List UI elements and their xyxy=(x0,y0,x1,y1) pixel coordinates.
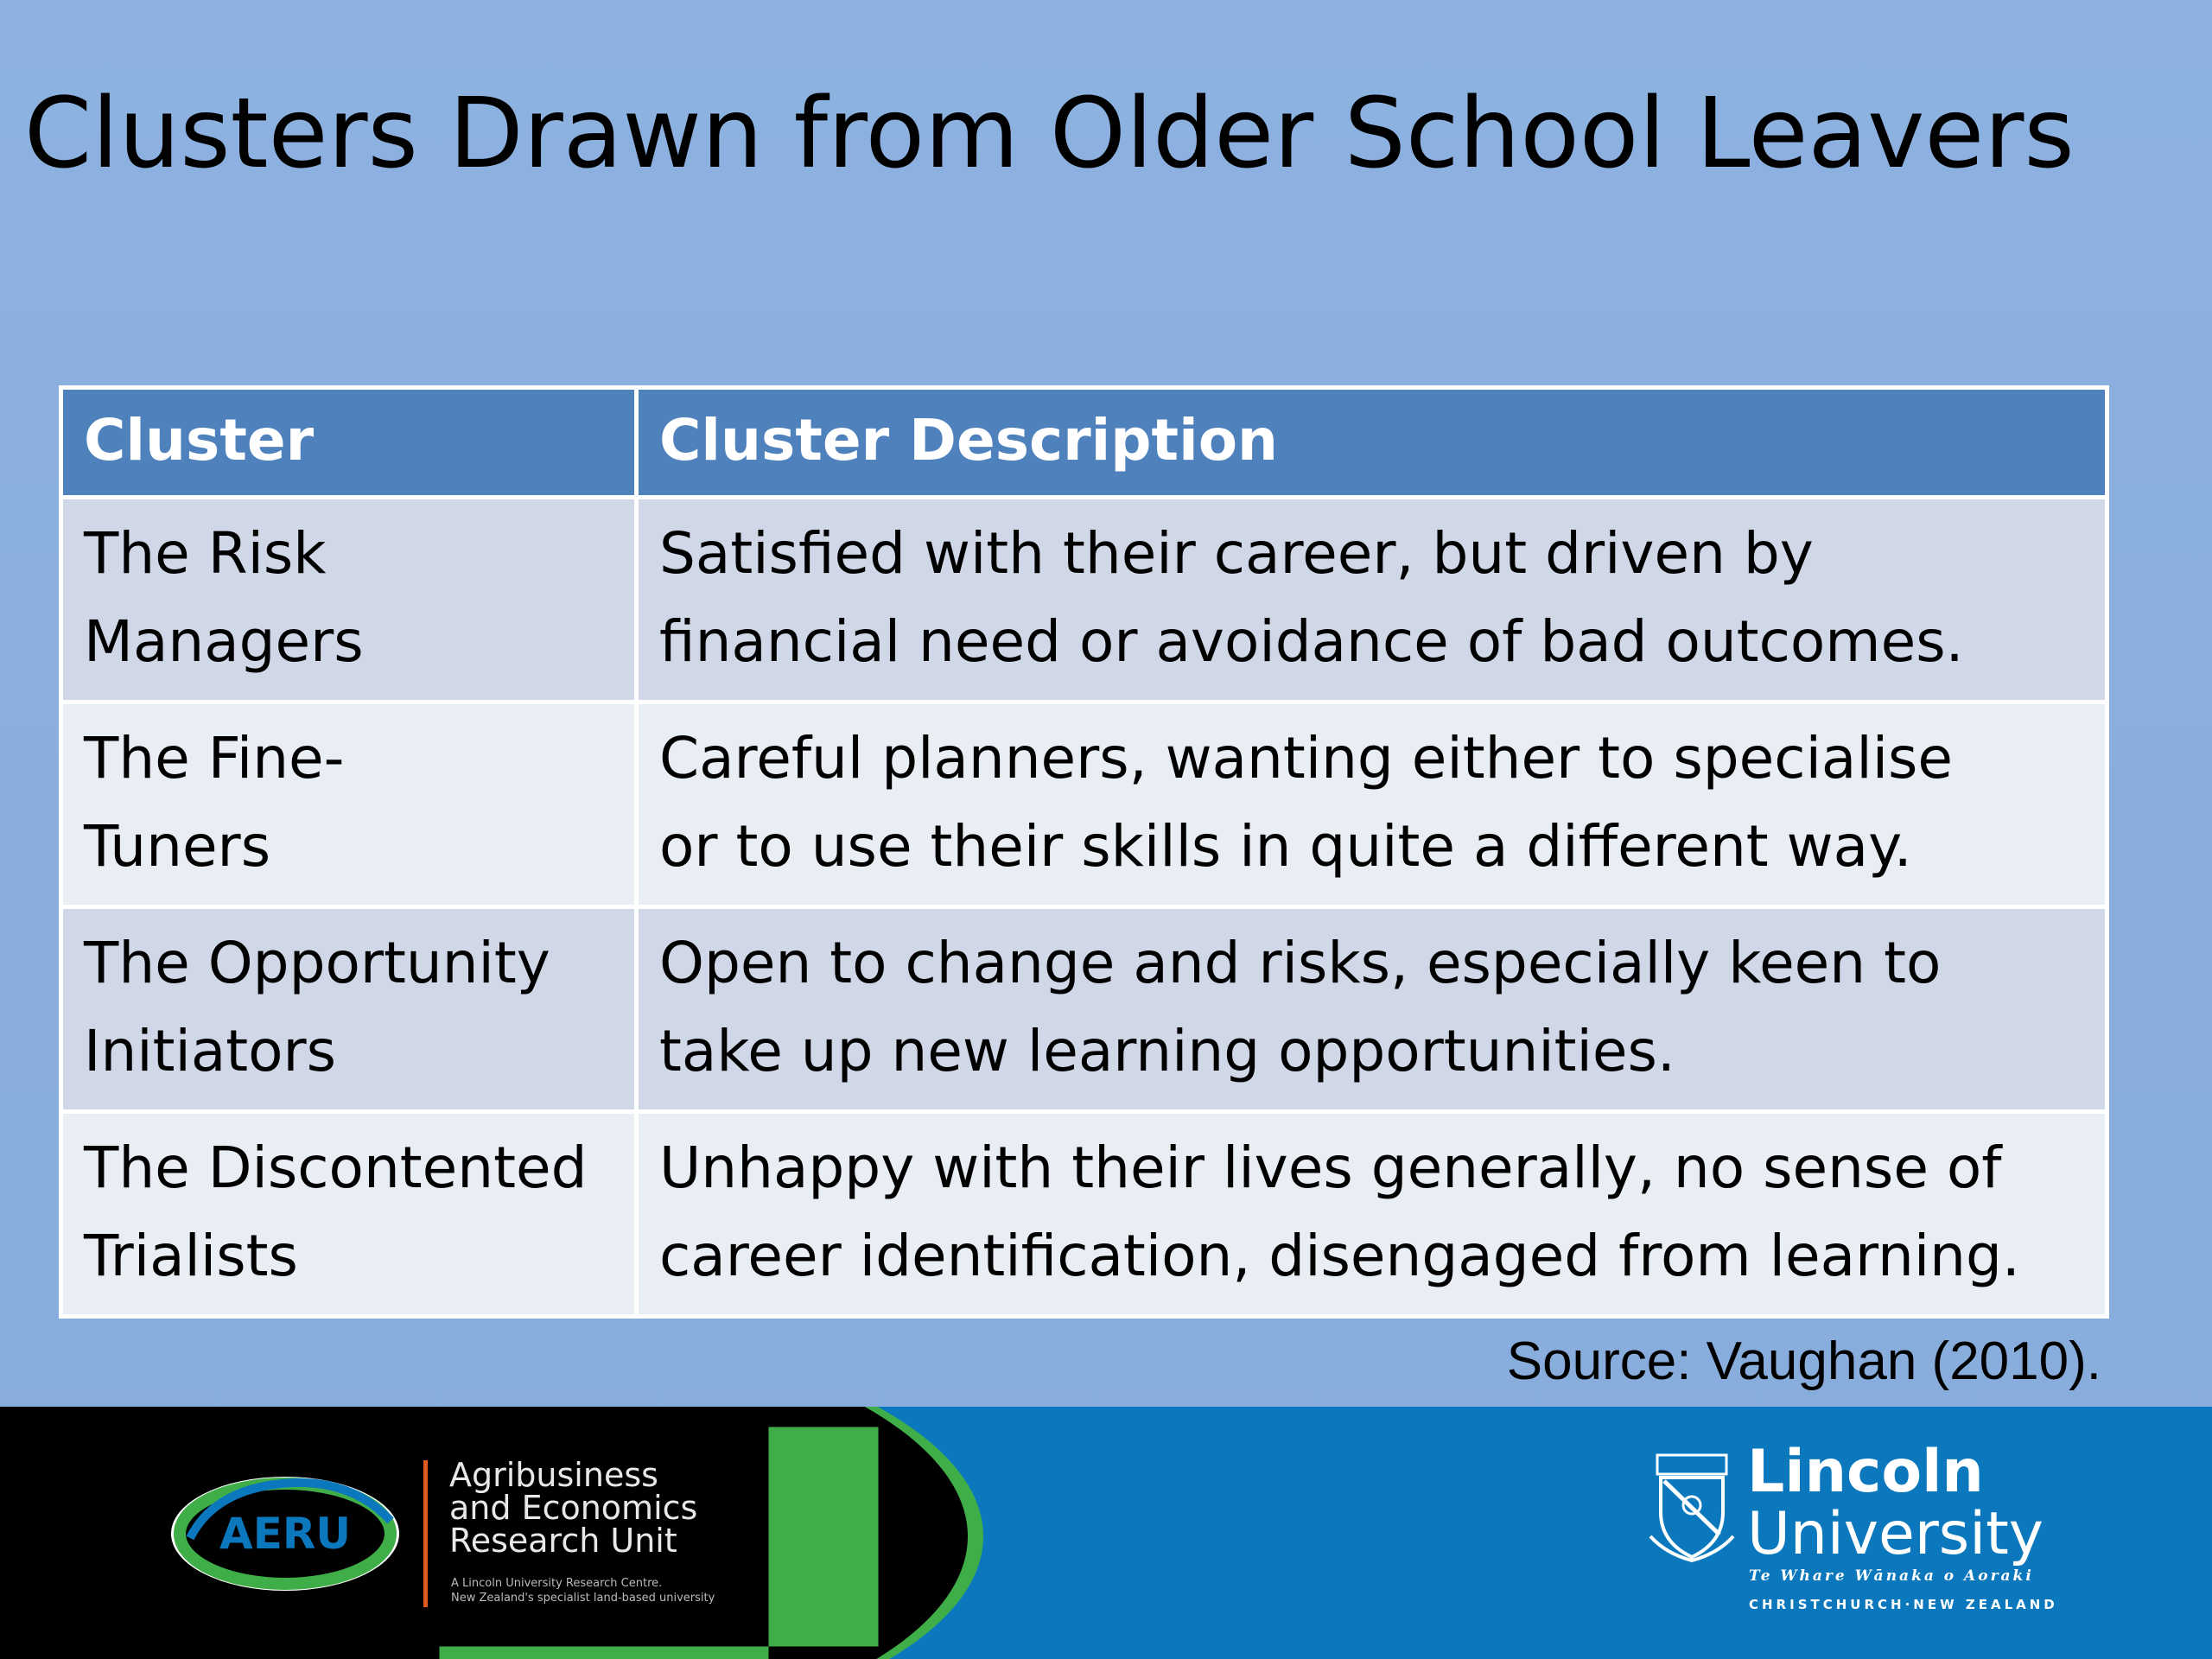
description-line: Satisfied with their career, but driven by xyxy=(659,520,1814,587)
cluster-name-line: The Discontented xyxy=(84,1135,588,1201)
table-header-row xyxy=(61,388,2107,498)
lincoln-crest-icon xyxy=(1649,1452,1735,1564)
cluster-name-line: The Risk xyxy=(84,520,327,587)
clusters-table xyxy=(59,385,2109,1319)
description-line: take up new learning opportunities. xyxy=(659,1018,1675,1084)
aeru-name xyxy=(449,1456,698,1560)
source-citation: Source: Vaughan (2010). xyxy=(1506,1332,2101,1391)
description-line: Unhappy with their lives generally, no sense of xyxy=(659,1135,2002,1201)
cluster-name-line: The Fine- xyxy=(84,725,345,791)
cluster-name-line: Trialists xyxy=(84,1223,298,1289)
aeru-name-line: Research Unit xyxy=(449,1522,677,1560)
aeru-name-line: Agribusiness xyxy=(449,1456,658,1494)
cluster-name-line: Tuners xyxy=(84,813,271,880)
header-cluster-description: Cluster Description xyxy=(637,388,2107,498)
table-row xyxy=(61,702,2107,907)
slide-title: Clusters Drawn from Older School Leavers xyxy=(24,78,2075,190)
footer-banner xyxy=(0,1407,2212,1659)
table-row xyxy=(61,1112,2107,1317)
lincoln-line: Lincoln xyxy=(1747,1438,1984,1506)
university-line: University xyxy=(1747,1500,2044,1568)
cluster-name-line: Managers xyxy=(84,608,364,675)
description-line: Careful planners, wanting either to specialise xyxy=(659,725,1954,791)
aeru-divider xyxy=(423,1460,428,1607)
aeru-name-line: and Economics xyxy=(449,1489,698,1527)
table-row xyxy=(61,907,2107,1112)
cluster-name-cell xyxy=(61,907,637,1112)
cluster-description-cell xyxy=(637,1112,2107,1317)
aeru-tagline-line: A Lincoln University Research Centre. xyxy=(451,1577,663,1590)
aeru-tagline xyxy=(451,1576,715,1605)
aeru-logo-text: AERU xyxy=(219,1509,351,1559)
cluster-description-cell xyxy=(637,702,2107,907)
description-line: or to use their skills in quite a different way. xyxy=(659,813,1912,880)
cluster-description-cell xyxy=(637,498,2107,702)
cluster-name-line: Initiators xyxy=(84,1018,337,1084)
header-cluster: Cluster xyxy=(61,388,637,498)
lincoln-university-logo xyxy=(1747,1438,2044,1568)
aeru-logo xyxy=(164,1469,406,1599)
description-line: financial need or avoidance of bad outcomes. xyxy=(659,608,1964,675)
cluster-description-cell xyxy=(637,907,2107,1112)
description-line: Open to change and risks, especially keen to xyxy=(659,930,1942,996)
description-line: career identification, disengaged from learning. xyxy=(659,1223,2020,1289)
aeru-tagline-line: New Zealand's specialist land-based university xyxy=(451,1592,715,1605)
cluster-name-cell xyxy=(61,1112,637,1317)
cluster-name-cell xyxy=(61,498,637,702)
table-row xyxy=(61,498,2107,702)
lincoln-location: CHRISTCHURCH·NEW ZEALAND xyxy=(1749,1597,2058,1612)
cluster-name-line: The Opportunity xyxy=(84,930,550,996)
lincoln-motto: Te Whare Wānaka o Aoraki xyxy=(1749,1567,2034,1585)
cluster-name-cell xyxy=(61,702,637,907)
